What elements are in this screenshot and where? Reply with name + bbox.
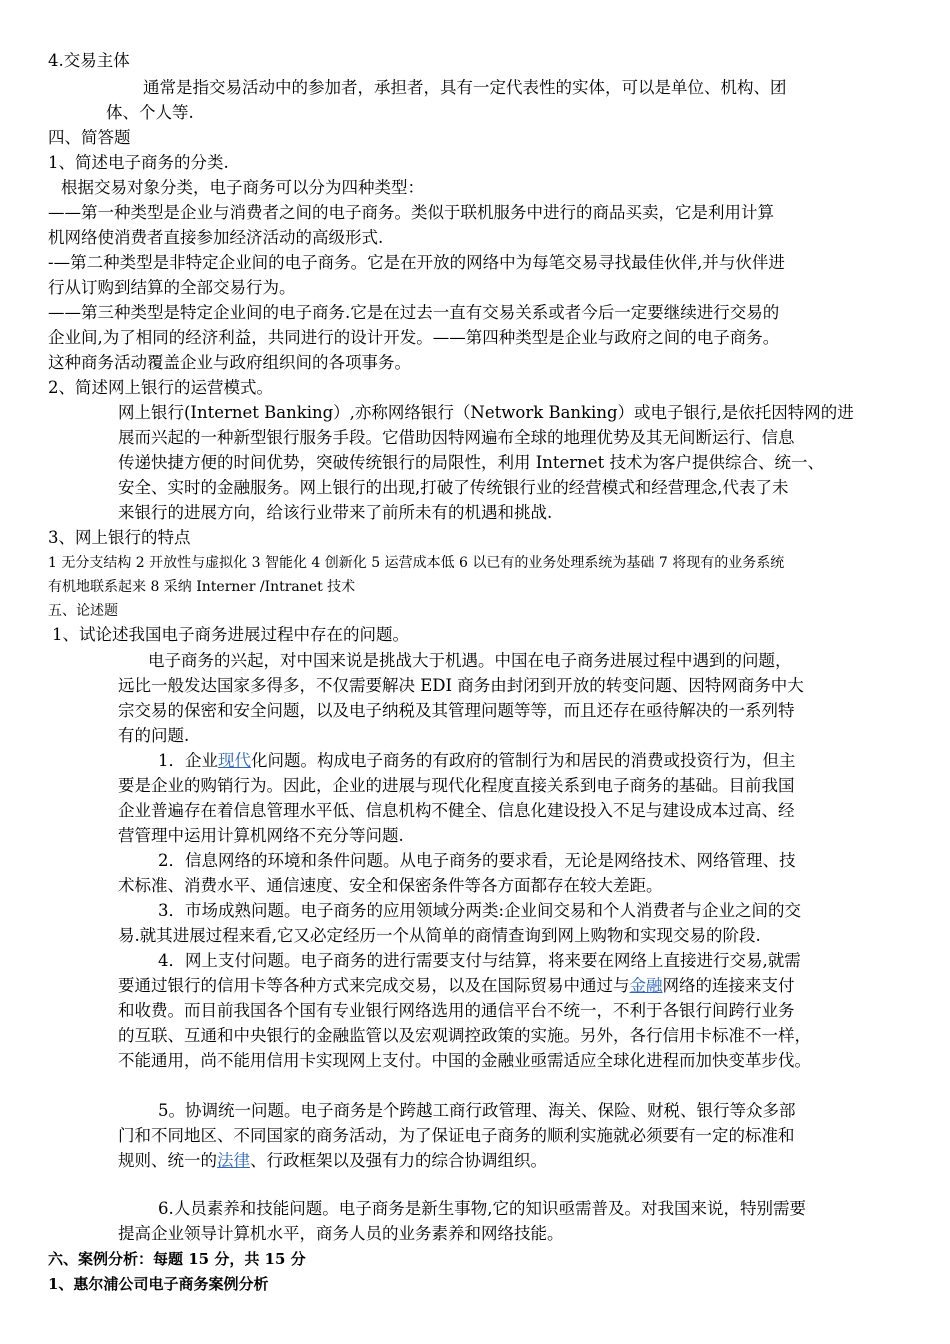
paragraph-line: 这种商务活动覆盖企业与政府组织间的各项事务。: [48, 353, 411, 372]
text-segment: 化问题。构成电子商务的有政府的管制行为和居民的消费或投资行为，但主: [251, 751, 796, 770]
paragraph-line: 远比一般发达国家多得多，不仅需要解决 EDI 商务由封闭到开放的转变问题、因特网商务中大: [118, 676, 804, 695]
question-heading: 3、网上银行的特点: [48, 528, 191, 547]
paragraph-line: 网上银行(Internet Banking）,亦称网络银行（Network Banking）或电子银行,是依托因特网的进: [118, 403, 854, 422]
paragraph-line: 安全、实时的金融服务。网上银行的出现,打破了传统银行业的经营模式和经营理念,代表了未: [118, 478, 789, 497]
paragraph-line: 来银行的进展方向，给该行业带来了前所未有的机遇和挑战.: [118, 503, 553, 522]
paragraph-line: 门和不同地区、不同国家的商务活动，为了保证电子商务的顺利实施就必须要有一定的标准和: [118, 1126, 795, 1145]
text-segment: 要通过银行的信用卡等各种方式来完成交易，以及在国际贸易中通过与: [118, 976, 630, 995]
paragraph-line: 的互联、互通和中央银行的金融监管以及宏观调控政策的实施。另外，各行信用卡标准不一样，: [118, 1026, 811, 1045]
text-segment: 网络的连接来支付: [662, 976, 795, 995]
paragraph-line: 企业普遍存在着信息管理水平低、信息机构不健全、信息化建设投入不足与建设成本过高、经: [118, 801, 795, 820]
text-segment: 1．企业: [158, 751, 218, 770]
section-heading: 四、简答题: [48, 128, 131, 147]
paragraph-line: 3．市场成熟问题。电子商务的应用领域分两类:企业间交易和个人消费者与企业之间的交: [158, 901, 802, 920]
paragraph-line: 体、个人等.: [106, 103, 194, 122]
link-finance[interactable]: 金融: [629, 976, 663, 995]
paragraph-line: 机网络使消费者直接参加经济活动的高级形式.: [48, 228, 384, 247]
text-segment: 、行政框架以及强有力的综合协调组织。: [250, 1151, 547, 1170]
paragraph-line: [118, 975, 795, 997]
paragraph-line: 5。协调统一问题。电子商务是个跨越工商行政管理、海关、保险、财税、银行等众多部: [158, 1101, 796, 1120]
link-law[interactable]: 法律: [217, 1151, 250, 1170]
paragraph-line: -—第二种类型是非特定企业间的电子商务。它是在开放的网络中为每笔交易寻找最佳伙伴,并与伙伴进: [48, 253, 785, 272]
paragraph-line: 展而兴起的一种新型银行服务手段。它借助因特网遍布全球的地理优势及其无间断运行、信息: [118, 428, 795, 447]
paragraph-line: 通常是指交易活动中的参加者，承担者，具有一定代表性的实体，可以是单位、机构、团: [143, 78, 787, 97]
paragraph-line: 提高企业领导计算机水平，商务人员的业务素养和网络技能。: [118, 1224, 564, 1243]
paragraph-line: 有的问题.: [118, 726, 190, 745]
paragraph-line: 易.就其进展过程来看,它又必定经历一个从简单的商情查询到网上购物和实现交易的阶段.: [118, 926, 761, 945]
paragraph-line: 6.人员素养和技能问题。电子商务是新生事物,它的知识亟需普及。对我国来说，特别需要: [158, 1199, 806, 1218]
section-heading: 六、案例分析：每题 15 分，共 15 分: [48, 1250, 306, 1268]
feature-list-line: 1 无分支结构 2 开放性与虚拟化 3 智能化 4 创新化 5 运营成本低 6 以已有的业务处理系统为基础 7 将现有的业务系统: [48, 555, 785, 571]
section-heading: 五、论述题: [48, 603, 118, 619]
feature-list-line: 有机地联系起来 8 采纳 Interner /Intranet 技术: [48, 579, 356, 595]
paragraph-line: ——第三种类型是特定企业间的电子商务.它是在过去一直有交易关系或者今后一定要继续进行交易的: [48, 303, 780, 322]
paragraph-line: 电子商务的兴起，对中国来说是挑战大于机遇。中国在电子商务进展过程中遇到的问题，: [148, 651, 792, 670]
paragraph-line: 宗交易的保密和安全问题，以及电子纳税及其管理问题等等，而且还存在亟待解决的一系列特: [118, 701, 795, 720]
paragraph-line: 和收费。而目前我国各个国有专业银行网络选用的通信平台不统一，不利于各银行间跨行业务: [118, 1001, 795, 1020]
link-modern[interactable]: 现代: [218, 751, 251, 770]
paragraph-line: 企业间,为了相同的经济利益，共同进行的设计开发。——第四种类型是企业与政府之间的电子商务。: [48, 328, 780, 347]
text-segment: 规则、统一的: [118, 1151, 217, 1170]
paragraph-line: 2．信息网络的环境和条件问题。从电子商务的要求看，无论是网络技术、网络管理、技: [158, 851, 796, 870]
paragraph-line: ——第一种类型是企业与消费者之间的电子商务。类似于联机服务中进行的商品买卖，它是利用计算: [48, 203, 774, 222]
paragraph-line: 行从订购到结算的全部交易行为。: [48, 278, 296, 297]
question-heading: 2、简述网上银行的运营模式。: [48, 378, 273, 397]
paragraph-line: [118, 1150, 547, 1172]
paragraph-line: [158, 750, 796, 772]
item-heading: 4.交易主体: [48, 51, 130, 70]
paragraph-line: 传递快捷方便的时间优势，突破传统银行的局限性，利用 Internet 技术为客户提供综合、统一、: [118, 453, 824, 472]
paragraph-line: 根据交易对象分类，电子商务可以分为四种类型：: [61, 178, 424, 197]
paragraph-line: 不能通用，尚不能用信用卡实现网上支付。中国的金融业亟需适应全球化进程而加快变革步伐。: [118, 1051, 811, 1070]
paragraph-line: 术标准、消费水平、通信速度、安全和保密条件等各方面都存在较大差距。: [118, 876, 663, 895]
paragraph-line: 4．网上支付问题。电子商务的进行需要支付与结算，将来要在网络上直接进行交易,就需: [158, 951, 801, 970]
paragraph-line: 营管理中运用计算机网络不充分等问题.: [118, 826, 404, 845]
case-heading: 1、惠尔浦公司电子商务案例分析: [48, 1275, 269, 1293]
question-heading: 1、试论述我国电子商务进展过程中存在的问题。: [52, 625, 409, 644]
question-heading: 1、简述电子商务的分类.: [48, 153, 229, 172]
paragraph-line: 要是企业的购销行为。因此，企业的进展与现代化程度直接关系到电子商务的基础。目前我国: [118, 776, 795, 795]
